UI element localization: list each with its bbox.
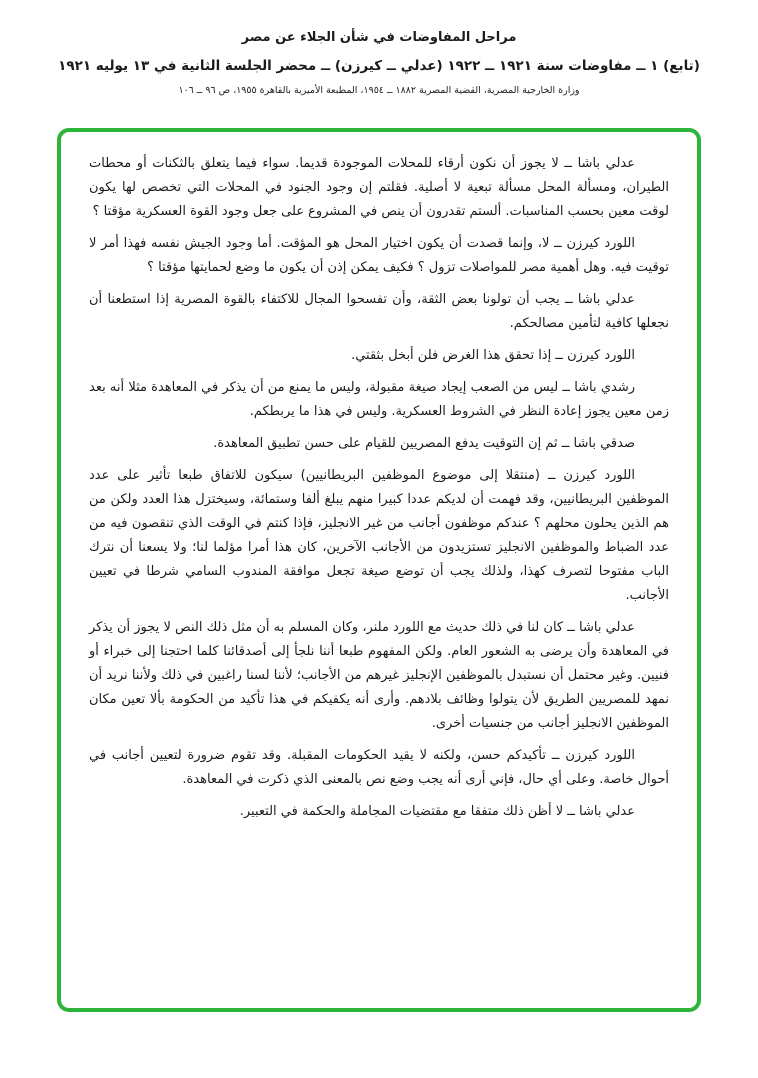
- paragraph: اللورد كيرزن ــ لا، وإنما قصدت أن يكون اختيار المحل هو المؤقت. أما وجود الجيش نفسه فهذا أمر لا توقيت فيه. وهل أهمية مصر للمواصلات تزول ؟ فكيف يمكن إذن أن يكون ما وضع لحمايتها مؤقتا ؟: [89, 236, 669, 275]
- paragraph: رشدي باشا ــ ليس من الصعب إيجاد صيغة مقبولة، وليس ما يمنع من أن يذكر في المعاهدة مثلا أنه بعد زمن معين يجوز إعادة النظر في الشروط العسكرية. وليس في هذا ما يربطكم.: [89, 380, 669, 419]
- page-header: [0, 0, 758, 96]
- document-subtitle: (تابع) ١ ــ مفاوضات سنة ١٩٢١ ــ ١٩٢٢ (عدلي ــ كيرزن) ــ محضر الجلسة الثانية في ١٣ يوليه ١٩٢١: [58, 58, 700, 74]
- paragraph: اللورد كيرزن ــ إذا تحقق هذا الغرض فلن أبخل بثقتي.: [351, 348, 635, 363]
- paragraph: عدلي باشا ــ لا يجوز أن نكون أرقاء للمحلات الموجودة قديما. سواء فيما يتعلق بالثكنات أو محطات الطيران، ومسألة المحل مسألة تبعية لا أصلية. فقلتم إن وجود الجنود في المحلات التي تخصص لها يكون لوقت معين بحسب المناسبات. ألستم تقدرون أن ينص في المشروع على جعل وجود القوة العسكرية مؤقتا ؟: [89, 156, 669, 219]
- green-frame-content-box: [57, 128, 701, 1012]
- paragraph: عدلي باشا ــ يجب أن تولونا بعض الثقة، وأن تفسحوا المجال للاكتفاء بالقوة المصرية إذا استطعنا أن نجعلها كافية لتأمين مصالحكم.: [89, 292, 669, 331]
- paragraph: صدقي باشا ــ ثم إن التوقيت يدفع المصريين للقيام على حسن تطبيق المعاهدة.: [213, 436, 635, 451]
- paragraph: اللورد كيرزن ــ تأكيدكم حسن، ولكنه لا يقيد الحكومات المقبلة. وقد تقوم ضرورة لتعيين أجانب في أحوال خاصة. وعلى أي حال، فإني أرى أنه يجب وضع نص بالمعنى الذي ذكرت في المعاهدة.: [89, 748, 669, 787]
- document-title: مراحل المفاوضات في شأن الجلاء عن مصر: [241, 30, 517, 45]
- paragraph: عدلي باشا ــ كان لنا في ذلك حديث مع اللورد ملنر، وكان المسلم به أن مثل ذلك النص لا يجوز أن يذكر في المعاهدة وأن يرضى به الشعور العام. ولكن المفهوم طبعا أننا نلجأ إلى أصدقائنا كلما احتجنا إلى خبراء أو فنيين. وغير محتمل أن نستبدل بالموظفين الإنجليز غيرهم من الأجانب؛ لأننا لسنا راغبين في ذلك ولأننا نريد أن نمهد للمصريين الطريق لأن يتولوا وظائف بلادهم. وأرى أنه يكفيكم في هذا تأكيد من الحكومة بألا تعين مكان الموظفين الانجليز أجانب من جنسيات أخرى.: [89, 620, 669, 731]
- paragraph: اللورد كيرزن ــ (منتقلا إلى موضوع الموظفين البريطانيين) سيكون للاتفاق طبعا تأثير على عدد الموظفين البريطانيين، وقد فهمت أن لديكم عددا كبيرا منهم يبلغ ألفا وستمائة، وسيختزل هذا العدد ولكن من هم الذين يحلون محلهم ؟ عندكم موظفون أجانب من غير الانجليز، فإذا كنتم في الوقت الذي تنقصون فيه من عدد الضباط والموظفين الانجليز تستزيدون من الأجانب الآخرين، كان هذا أمرا مؤلما لنا؛ ولا يسعنا أن نترك الباب مفتوحا لتصرف كهذا، ولذلك يجب أن توضع صيغة تجعل موافقة المندوب السامي شرطا في تعيين الأجانب.: [89, 468, 669, 603]
- paragraph: عدلي باشا ــ لا أظن ذلك متفقا مع مقتضيات المجاملة والحكمة في التعبير.: [239, 804, 635, 819]
- source-citation: وزارة الخارجية المصرية، القضية المصرية ١٨٨٢ ــ ١٩٥٤، المطبعة الأميرية بالقاهرة ١٩٥٥، ص ٩٦ ــ ١٠٦: [178, 85, 580, 96]
